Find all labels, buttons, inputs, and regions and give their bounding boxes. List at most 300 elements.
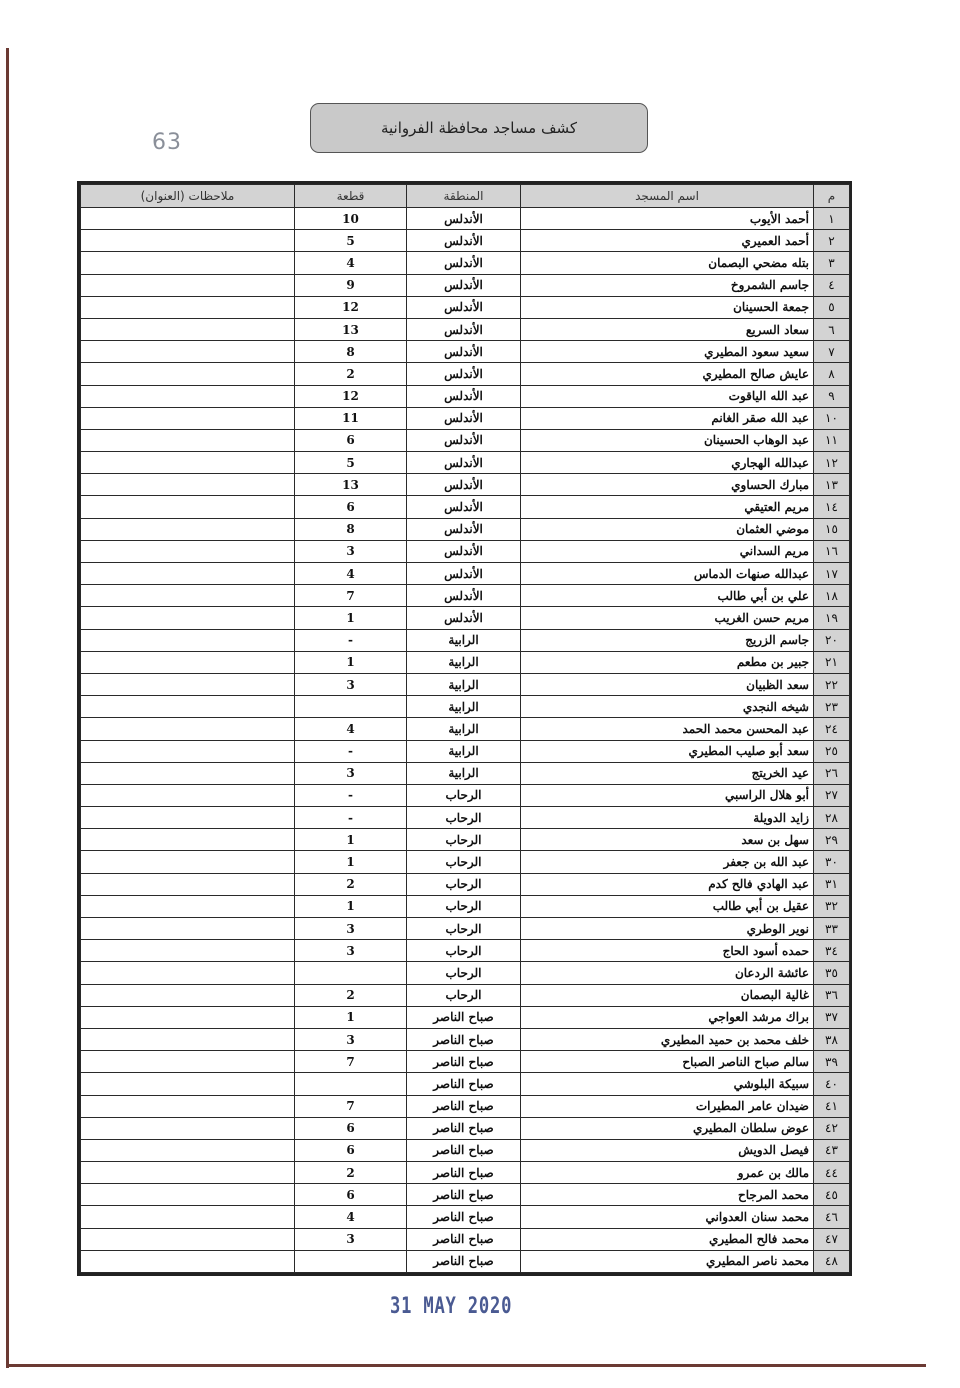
plot-number: 7: [295, 585, 407, 607]
mosque-name: براك مرشد العواجي: [521, 1006, 814, 1028]
page-edge-left: [6, 48, 9, 1368]
area-name: صباح الناصر: [407, 1139, 521, 1161]
table-row: [81, 318, 850, 340]
notes-cell: [81, 673, 295, 695]
row-number: ٣: [814, 252, 850, 274]
row-number: ٢٣: [814, 696, 850, 718]
notes-cell: [81, 518, 295, 540]
row-number: ٣٢: [814, 895, 850, 917]
handwritten-page-number: 63: [152, 130, 182, 155]
mosque-name: عبد الله بن جعفر: [521, 851, 814, 873]
mosque-name: عوض سلطان المطيري: [521, 1117, 814, 1139]
mosque-name: محمد فالح المطيري: [521, 1228, 814, 1250]
table-row: [81, 918, 850, 940]
plot-number: 7: [295, 1095, 407, 1117]
area-name: الرابية: [407, 651, 521, 673]
area-name: صباح الناصر: [407, 1184, 521, 1206]
notes-cell: [81, 563, 295, 585]
notes-cell: [81, 407, 295, 429]
area-name: صباح الناصر: [407, 1250, 521, 1272]
row-number: ١٦: [814, 540, 850, 562]
row-number: ٢٨: [814, 807, 850, 829]
mosque-name: سالم صباح الناصر الصباح: [521, 1051, 814, 1073]
mosque-name: عائشة الردعان: [521, 962, 814, 984]
mosque-name: محمد سنان العدواني: [521, 1206, 814, 1228]
area-name: الأندلس: [407, 429, 521, 451]
area-name: صباح الناصر: [407, 1117, 521, 1139]
row-number: ٤١: [814, 1095, 850, 1117]
area-name: الرحاب: [407, 940, 521, 962]
mosque-name: عيد الخريتج: [521, 762, 814, 784]
notes-cell: [81, 740, 295, 762]
plot-number: -: [295, 784, 407, 806]
mosques-table: [80, 184, 850, 1273]
notes-cell: [81, 1028, 295, 1050]
area-name: الأندلس: [407, 363, 521, 385]
mosque-name: مالك بن عمرو: [521, 1162, 814, 1184]
table-row: [81, 296, 850, 318]
notes-cell: [81, 1051, 295, 1073]
area-name: صباح الناصر: [407, 1162, 521, 1184]
plot-number: 9: [295, 274, 407, 296]
table-row: [81, 984, 850, 1006]
area-name: الرحاب: [407, 784, 521, 806]
table-row: [81, 1250, 850, 1272]
area-name: الأندلس: [407, 585, 521, 607]
header-area: المنطقة: [407, 185, 521, 208]
table-row: [81, 341, 850, 363]
row-number: ٢٠: [814, 629, 850, 651]
mosque-name: محمد المرجاح: [521, 1184, 814, 1206]
table-row: [81, 518, 850, 540]
plot-number: [295, 1250, 407, 1272]
header-notes: ملاحظات (العنوان): [81, 185, 295, 208]
notes-cell: [81, 918, 295, 940]
header-plot: قطعة: [295, 185, 407, 208]
notes-cell: [81, 629, 295, 651]
table-row: [81, 807, 850, 829]
notes-cell: [81, 962, 295, 984]
table-row: [81, 651, 850, 673]
notes-cell: [81, 829, 295, 851]
mosque-name: أحمد العميري: [521, 230, 814, 252]
row-number: ٢١: [814, 651, 850, 673]
row-number: ٩: [814, 385, 850, 407]
mosque-name: مريم السداني: [521, 540, 814, 562]
mosque-name: علي بن أبي طالب: [521, 585, 814, 607]
table-row: [81, 540, 850, 562]
area-name: الأندلس: [407, 252, 521, 274]
row-number: ٢٩: [814, 829, 850, 851]
notes-cell: [81, 296, 295, 318]
notes-cell: [81, 807, 295, 829]
mosque-name: جاسم الزريج: [521, 629, 814, 651]
notes-cell: [81, 585, 295, 607]
notes-cell: [81, 1250, 295, 1272]
row-number: ٣٠: [814, 851, 850, 873]
area-name: صباح الناصر: [407, 1006, 521, 1028]
mosque-name: عبدالله الهجاري: [521, 452, 814, 474]
table-row: [81, 873, 850, 895]
plot-number: [295, 696, 407, 718]
row-number: ٢٦: [814, 762, 850, 784]
table-row: [81, 1184, 850, 1206]
notes-cell: [81, 208, 295, 230]
plot-number: 2: [295, 873, 407, 895]
area-name: الرابية: [407, 629, 521, 651]
page-edge-bottom: [6, 1364, 926, 1367]
notes-cell: [81, 1184, 295, 1206]
mosque-name: سعاد السريع: [521, 318, 814, 340]
area-name: صباح الناصر: [407, 1228, 521, 1250]
area-name: صباح الناصر: [407, 1206, 521, 1228]
plot-number: 6: [295, 496, 407, 518]
table-row: [81, 1006, 850, 1028]
table-row: [81, 962, 850, 984]
notes-cell: [81, 784, 295, 806]
plot-number: 1: [295, 829, 407, 851]
table-row: [81, 496, 850, 518]
table-row: [81, 629, 850, 651]
area-name: الأندلس: [407, 208, 521, 230]
mosque-name: مبارك الحساوي: [521, 474, 814, 496]
notes-cell: [81, 851, 295, 873]
notes-cell: [81, 230, 295, 252]
plot-number: 3: [295, 540, 407, 562]
notes-cell: [81, 474, 295, 496]
area-name: الرحاب: [407, 829, 521, 851]
mosque-name: مريم العتيقي: [521, 496, 814, 518]
table-row: [81, 585, 850, 607]
mosque-name: سعيد سعود المطيري: [521, 341, 814, 363]
plot-number: 8: [295, 518, 407, 540]
mosque-name: عبد الله صقر الغانم: [521, 407, 814, 429]
notes-cell: [81, 385, 295, 407]
table-row: [81, 851, 850, 873]
table-row: [81, 1162, 850, 1184]
notes-cell: [81, 940, 295, 962]
row-number: ٤٢: [814, 1117, 850, 1139]
notes-cell: [81, 873, 295, 895]
area-name: الرابية: [407, 696, 521, 718]
mosque-name: بتله مضحي البصمان: [521, 252, 814, 274]
plot-number: -: [295, 807, 407, 829]
area-name: صباح الناصر: [407, 1028, 521, 1050]
plot-number: 12: [295, 385, 407, 407]
area-name: صباح الناصر: [407, 1073, 521, 1095]
area-name: الأندلس: [407, 341, 521, 363]
row-number: ١٥: [814, 518, 850, 540]
row-number: ١٨: [814, 585, 850, 607]
plot-number: 3: [295, 918, 407, 940]
plot-number: 1: [295, 651, 407, 673]
mosque-name: نوير الوطري: [521, 918, 814, 940]
plot-number: 3: [295, 762, 407, 784]
mosque-name: سبيكة البلوشي: [521, 1073, 814, 1095]
table-row: [81, 274, 850, 296]
mosque-name: موضي العثمان: [521, 518, 814, 540]
plot-number: 4: [295, 718, 407, 740]
notes-cell: [81, 274, 295, 296]
plot-number: 1: [295, 895, 407, 917]
row-number: ٥: [814, 296, 850, 318]
notes-cell: [81, 1206, 295, 1228]
table-row: [81, 252, 850, 274]
notes-cell: [81, 1006, 295, 1028]
mosque-name: أبو هلال الراسبي: [521, 784, 814, 806]
area-name: الرحاب: [407, 984, 521, 1006]
row-number: ٧: [814, 341, 850, 363]
plot-number: 1: [295, 1006, 407, 1028]
plot-number: 2: [295, 363, 407, 385]
plot-number: 5: [295, 230, 407, 252]
plot-number: 4: [295, 563, 407, 585]
area-name: الأندلس: [407, 540, 521, 562]
plot-number: -: [295, 740, 407, 762]
mosque-name: فيصل الدويش: [521, 1139, 814, 1161]
notes-cell: [81, 607, 295, 629]
mosque-name: عبد المحسن محمد الحمد: [521, 718, 814, 740]
table-row: [81, 1095, 850, 1117]
table-row: [81, 940, 850, 962]
plot-number: 8: [295, 341, 407, 363]
area-name: الأندلس: [407, 496, 521, 518]
notes-cell: [81, 651, 295, 673]
notes-cell: [81, 1073, 295, 1095]
table-row: [81, 607, 850, 629]
area-name: الأندلس: [407, 563, 521, 585]
plot-number: 2: [295, 1162, 407, 1184]
row-number: ٣٦: [814, 984, 850, 1006]
area-name: الأندلس: [407, 385, 521, 407]
row-number: ٣٤: [814, 940, 850, 962]
plot-number: 13: [295, 318, 407, 340]
row-number: ٣٣: [814, 918, 850, 940]
plot-number: [295, 962, 407, 984]
mosque-name: عبد الهادي فالح كدم: [521, 873, 814, 895]
notes-cell: [81, 762, 295, 784]
row-number: ١٧: [814, 563, 850, 585]
area-name: الأندلس: [407, 318, 521, 340]
area-name: الرحاب: [407, 918, 521, 940]
row-number: ١٣: [814, 474, 850, 496]
table-row: [81, 363, 850, 385]
table-row: [81, 1028, 850, 1050]
table-row: [81, 895, 850, 917]
row-number: ٤٠: [814, 1073, 850, 1095]
row-number: ٤٨: [814, 1250, 850, 1272]
row-number: ٣٥: [814, 962, 850, 984]
plot-number: 3: [295, 940, 407, 962]
plot-number: 1: [295, 607, 407, 629]
notes-cell: [81, 895, 295, 917]
row-number: ١٩: [814, 607, 850, 629]
mosque-name: جبير بن مطعم: [521, 651, 814, 673]
notes-cell: [81, 718, 295, 740]
area-name: الأندلس: [407, 407, 521, 429]
notes-cell: [81, 429, 295, 451]
table-row: [81, 1228, 850, 1250]
mosque-name: محمد ناصر المطيري: [521, 1250, 814, 1272]
notes-cell: [81, 496, 295, 518]
area-name: صباح الناصر: [407, 1095, 521, 1117]
row-number: ٢٤: [814, 718, 850, 740]
notes-cell: [81, 363, 295, 385]
plot-number: 13: [295, 474, 407, 496]
table-row: [81, 385, 850, 407]
plot-number: 7: [295, 1051, 407, 1073]
row-number: ١: [814, 208, 850, 230]
header-name: اسم المسجد: [521, 185, 814, 208]
row-number: ٤٣: [814, 1139, 850, 1161]
area-name: الرابية: [407, 740, 521, 762]
header-num: م: [814, 185, 850, 208]
table-row: [81, 563, 850, 585]
notes-cell: [81, 1139, 295, 1161]
mosque-name: خلف محمد بن حميد المطيري: [521, 1028, 814, 1050]
plot-number: 6: [295, 1117, 407, 1139]
table-row: [81, 829, 850, 851]
table-row: [81, 474, 850, 496]
mosque-name: شيخه النجدي: [521, 696, 814, 718]
notes-cell: [81, 1117, 295, 1139]
mosque-name: جاسم الشمروخ: [521, 274, 814, 296]
row-number: ١٤: [814, 496, 850, 518]
area-name: الأندلس: [407, 518, 521, 540]
notes-cell: [81, 341, 295, 363]
area-name: الرحاب: [407, 895, 521, 917]
table-row: [81, 673, 850, 695]
notes-cell: [81, 984, 295, 1006]
area-name: الأندلس: [407, 607, 521, 629]
plot-number: [295, 1073, 407, 1095]
row-number: ٦: [814, 318, 850, 340]
mosque-name: زايد الدويلة: [521, 807, 814, 829]
row-number: ٨: [814, 363, 850, 385]
plot-number: -: [295, 629, 407, 651]
area-name: الأندلس: [407, 274, 521, 296]
area-name: الرحاب: [407, 807, 521, 829]
row-number: ١١: [814, 429, 850, 451]
mosque-name: غالية البصمان: [521, 984, 814, 1006]
notes-cell: [81, 252, 295, 274]
plot-number: 3: [295, 1228, 407, 1250]
notes-cell: [81, 696, 295, 718]
row-number: ٣٧: [814, 1006, 850, 1028]
plot-number: 6: [295, 1139, 407, 1161]
plot-number: 6: [295, 1184, 407, 1206]
table-row: [81, 429, 850, 451]
notes-cell: [81, 452, 295, 474]
area-name: الأندلس: [407, 296, 521, 318]
row-number: ٤٧: [814, 1228, 850, 1250]
area-name: الأندلس: [407, 474, 521, 496]
plot-number: 6: [295, 429, 407, 451]
table-row: [81, 1051, 850, 1073]
row-number: ٤٥: [814, 1184, 850, 1206]
mosque-name: عقيل بن أبي طالب: [521, 895, 814, 917]
table-row: [81, 762, 850, 784]
mosque-name: ضيدان عامر المطيرات: [521, 1095, 814, 1117]
area-name: الرابية: [407, 762, 521, 784]
area-name: الأندلس: [407, 452, 521, 474]
row-number: ٤٤: [814, 1162, 850, 1184]
mosque-name: عايش صالح المطيري: [521, 363, 814, 385]
area-name: الرحاب: [407, 851, 521, 873]
area-name: الأندلس: [407, 230, 521, 252]
notes-cell: [81, 540, 295, 562]
row-number: ٤٦: [814, 1206, 850, 1228]
table-row: [81, 1139, 850, 1161]
notes-cell: [81, 1162, 295, 1184]
plot-number: 10: [295, 208, 407, 230]
plot-number: 4: [295, 252, 407, 274]
table-row: [81, 740, 850, 762]
row-number: ٢: [814, 230, 850, 252]
table-row: [81, 452, 850, 474]
plot-number: 3: [295, 673, 407, 695]
row-number: ١٢: [814, 452, 850, 474]
row-number: ٢٧: [814, 784, 850, 806]
area-name: الرابية: [407, 673, 521, 695]
area-name: صباح الناصر: [407, 1051, 521, 1073]
mosque-name: مريم حسن الغريب: [521, 607, 814, 629]
table-row: [81, 230, 850, 252]
plot-number: 4: [295, 1206, 407, 1228]
mosque-name: سعد أبو صليب المطيري: [521, 740, 814, 762]
plot-number: 5: [295, 452, 407, 474]
row-number: ٢٥: [814, 740, 850, 762]
table-row: [81, 1073, 850, 1095]
table-header-row: [81, 185, 850, 208]
table-row: [81, 407, 850, 429]
mosque-name: عبد الله الياقوت: [521, 385, 814, 407]
area-name: الرابية: [407, 718, 521, 740]
mosque-name: سعد الظبيان: [521, 673, 814, 695]
table-row: [81, 1206, 850, 1228]
area-name: الرحاب: [407, 962, 521, 984]
row-number: ٣٨: [814, 1028, 850, 1050]
row-number: ٣٩: [814, 1051, 850, 1073]
row-number: ١٠: [814, 407, 850, 429]
table-row: [81, 784, 850, 806]
mosque-name: حمده أسود الحاج: [521, 940, 814, 962]
table-body: [81, 208, 850, 1273]
table-row: [81, 718, 850, 740]
mosque-name: أحمد الأيوب: [521, 208, 814, 230]
plot-number: 2: [295, 984, 407, 1006]
plot-number: 11: [295, 407, 407, 429]
mosque-name: سهل بن سعد: [521, 829, 814, 851]
date-stamp: 31 MAY 2020: [390, 1294, 513, 1319]
row-number: ٤: [814, 274, 850, 296]
mosque-name: عبدالله صنهات الدماس: [521, 563, 814, 585]
mosque-name: عبد الوهاب الحسينان: [521, 429, 814, 451]
mosque-name: جمعة الحسينان: [521, 296, 814, 318]
table-row: [81, 1117, 850, 1139]
notes-cell: [81, 1228, 295, 1250]
table-row: [81, 208, 850, 230]
plot-number: 12: [295, 296, 407, 318]
notes-cell: [81, 318, 295, 340]
table-row: [81, 696, 850, 718]
document-title: كشف مساجد محافظة الفروانية: [310, 103, 648, 153]
plot-number: 3: [295, 1028, 407, 1050]
row-number: ٢٢: [814, 673, 850, 695]
row-number: ٣١: [814, 873, 850, 895]
notes-cell: [81, 1095, 295, 1117]
area-name: الرحاب: [407, 873, 521, 895]
